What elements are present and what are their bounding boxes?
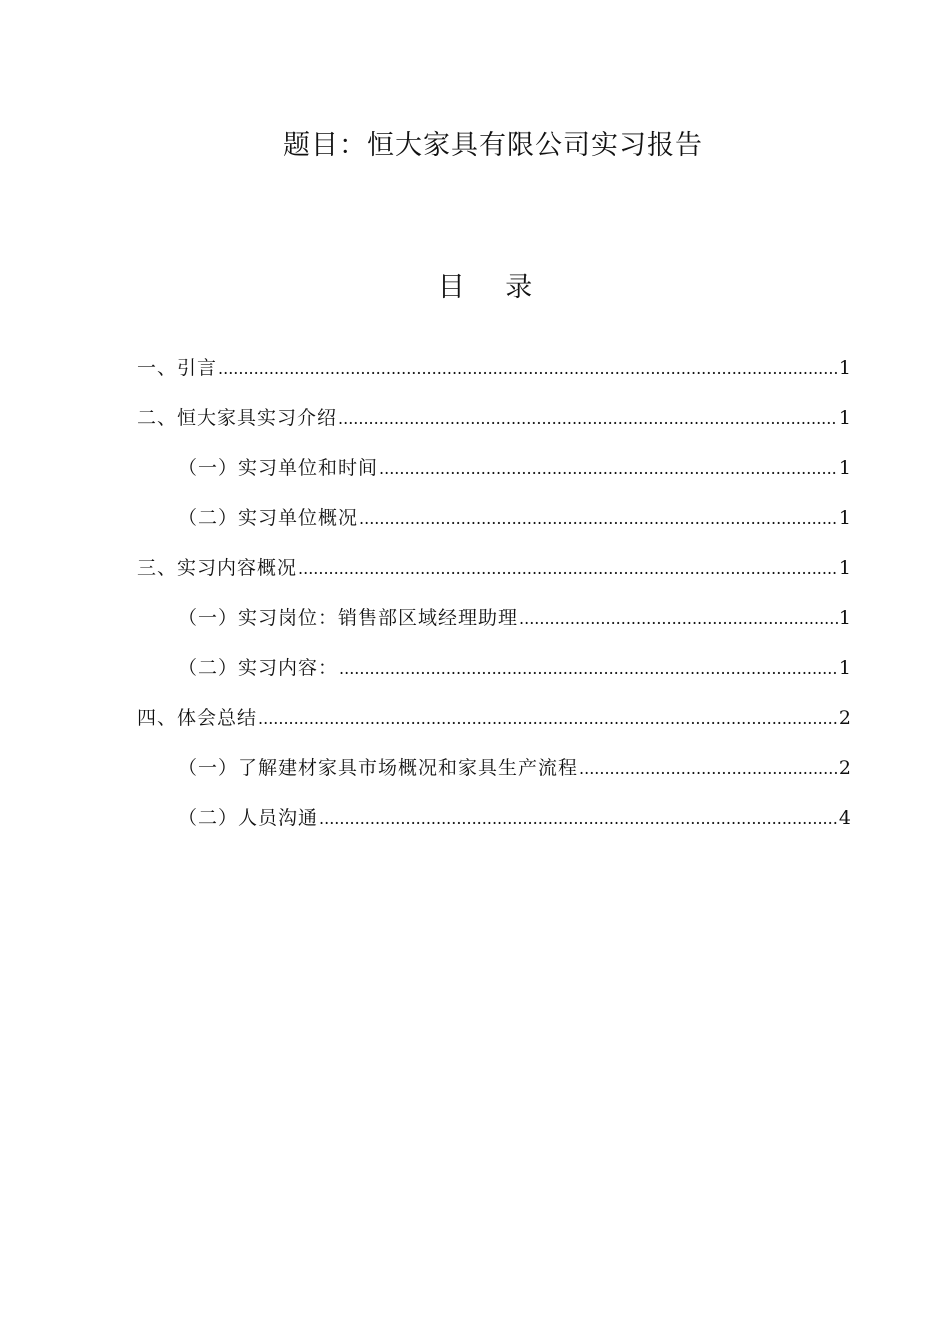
toc-entry-unit-overview[interactable] (137, 500, 851, 550)
toc-leader-dots (519, 601, 838, 637)
toc-page-number: 1 (838, 457, 851, 479)
toc-page-number: 1 (838, 507, 851, 529)
toc-page-number: 4 (838, 807, 851, 829)
toc-entry-label: 四、体会总结 (137, 707, 258, 729)
toc-leader-dots (379, 451, 838, 487)
toc-page-number: 1 (838, 607, 851, 629)
toc-entry-label: （一）实习单位和时间 (178, 457, 379, 479)
toc-entry-internship-position[interactable] (137, 600, 851, 650)
toc-entry-label: （一）了解建材家具市场概况和家具生产流程 (178, 757, 579, 779)
toc-leader-dots (258, 701, 838, 737)
toc-page-number: 1 (838, 557, 851, 579)
toc-entry-label: 二、恒大家具实习介绍 (137, 407, 338, 429)
toc-page-number: 2 (838, 707, 851, 729)
toc-page-number: 1 (838, 357, 851, 379)
toc-entry-introduction[interactable] (137, 350, 851, 400)
toc-leader-dots (579, 751, 838, 787)
toc-entry-unit-and-time[interactable] (137, 450, 851, 500)
toc-entry-label: 三、实习内容概况 (137, 557, 298, 579)
toc-entry-label: （二）人员沟通 (178, 807, 319, 829)
table-of-contents (137, 350, 851, 850)
document-title: 题目：恒大家具有限公司实习报告 (283, 130, 703, 161)
toc-heading: 目 录 (437, 272, 549, 303)
toc-entry-summary[interactable] (137, 700, 851, 750)
toc-page-number: 1 (838, 657, 851, 679)
toc-entry-label: （二）实习单位概况 (178, 507, 359, 529)
toc-leader-dots (338, 401, 838, 437)
toc-entry-label: 一、引言 (137, 357, 218, 379)
toc-entry-content-overview[interactable] (137, 550, 851, 600)
toc-leader-dots (298, 551, 838, 587)
toc-entry-internship-content[interactable] (137, 650, 851, 700)
toc-leader-dots (319, 801, 838, 837)
toc-entry-market-overview[interactable] (137, 750, 851, 800)
toc-entry-communication[interactable] (137, 800, 851, 850)
toc-page-number: 1 (838, 407, 851, 429)
toc-leader-dots (218, 351, 838, 387)
toc-leader-dots (339, 651, 838, 687)
toc-leader-dots (359, 501, 838, 537)
toc-entry-label: （二）实习内容： (178, 657, 339, 679)
toc-entry-internship-introduction[interactable] (137, 400, 851, 450)
toc-page-number: 2 (838, 757, 851, 779)
toc-entry-label: （一）实习岗位：销售部区域经理助理 (178, 607, 519, 629)
